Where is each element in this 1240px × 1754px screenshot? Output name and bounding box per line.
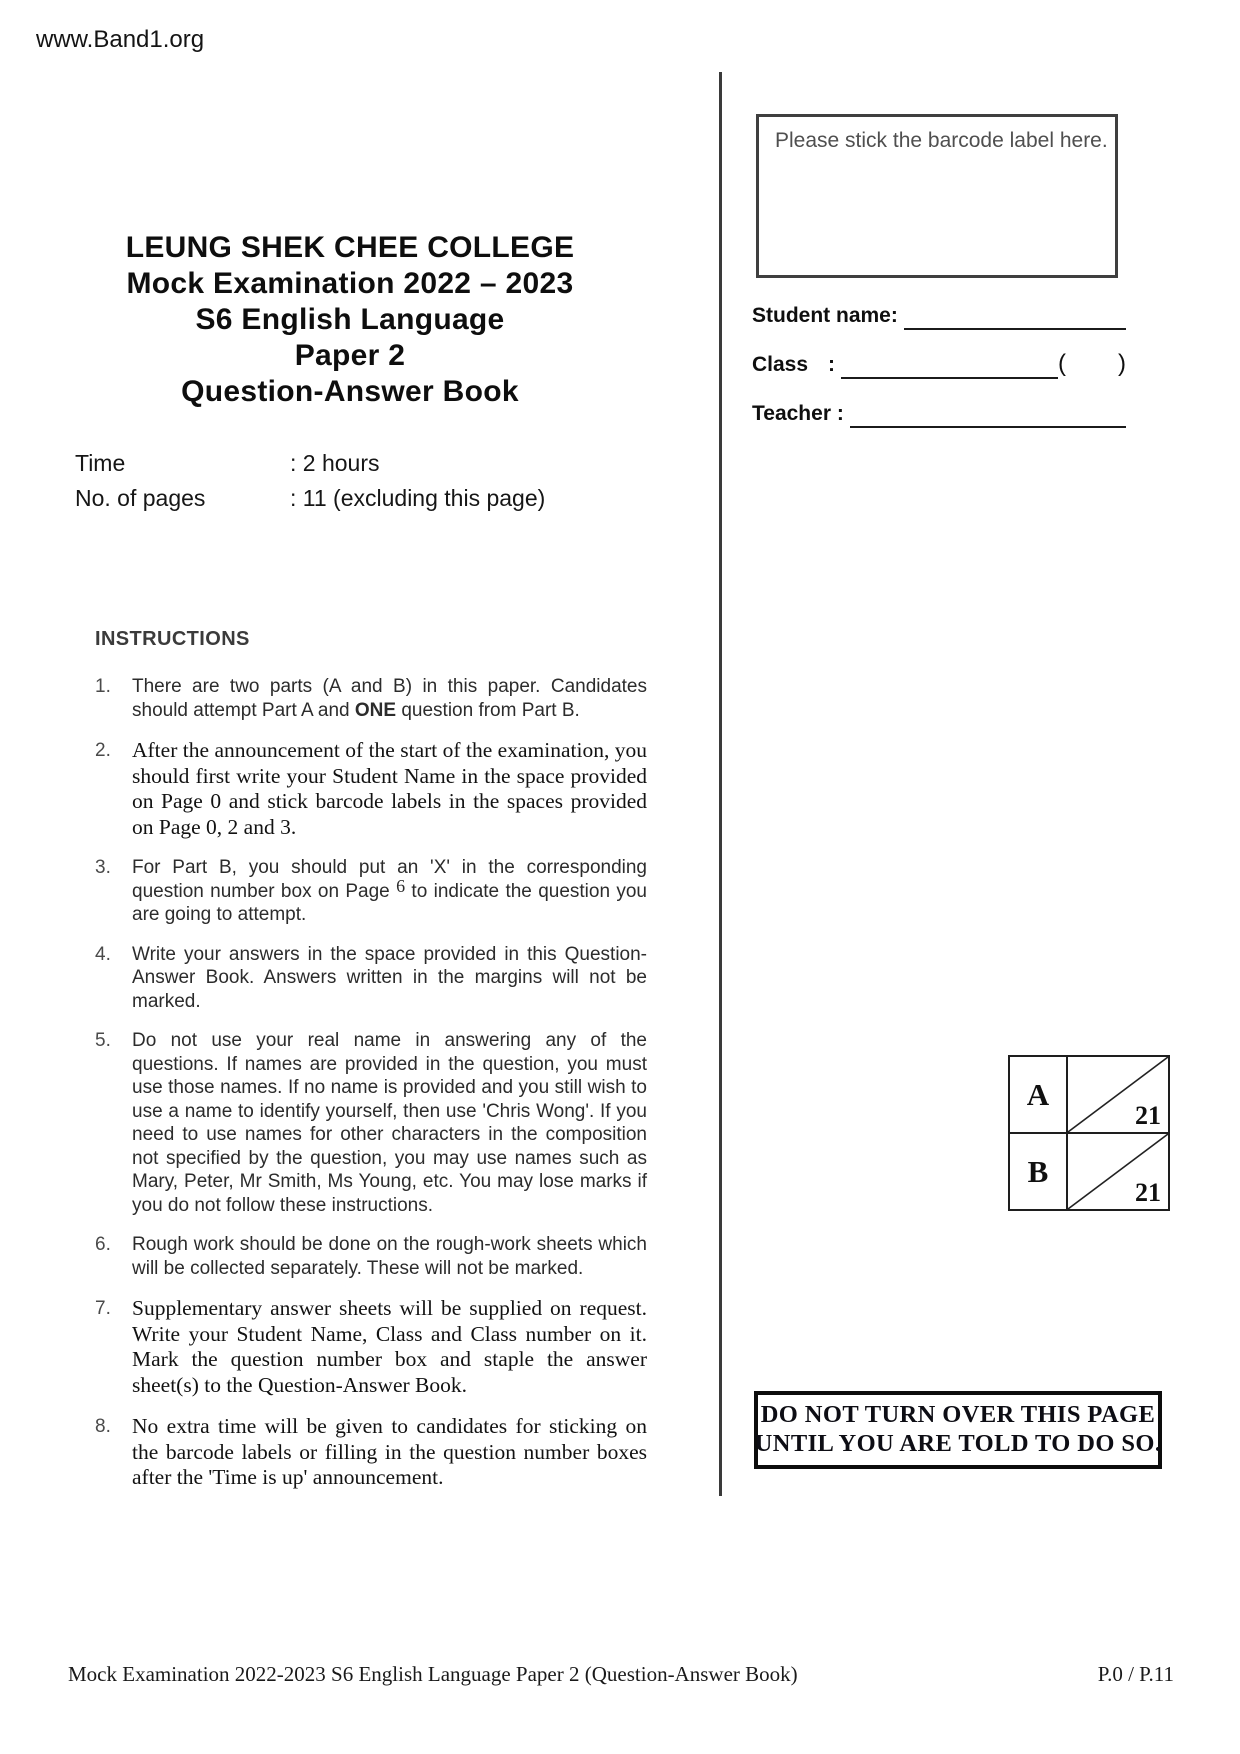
meta-value: : 11 (excluding this page) <box>290 485 546 511</box>
exam-title-line: Question-Answer Book <box>181 375 519 408</box>
instruction-number: 8. <box>95 1416 111 1437</box>
teacher-field <box>752 396 1126 428</box>
class-field <box>752 347 1126 379</box>
teacher-blank-line <box>850 398 1126 428</box>
marks-score-cell <box>1068 1134 1168 1209</box>
class-blank-line <box>841 349 1058 379</box>
warning-line: DO NOT TURN OVER THIS PAGE <box>760 1401 1156 1428</box>
instruction-item <box>95 943 647 1014</box>
instruction-number: 6. <box>95 1234 111 1255</box>
instruction-text: There are two parts (A and B) in this paper. Candidates should attempt Part A and ONE question from Part B. <box>132 676 647 721</box>
student-info-fields <box>752 298 1126 445</box>
meta-row <box>75 485 635 512</box>
instruction-item <box>95 1414 647 1491</box>
marks-part-label: A <box>1010 1057 1068 1132</box>
instruction-item <box>95 675 647 722</box>
column-divider <box>719 72 722 1496</box>
instruction-text: After the announcement of the start of the examination, you should first write your Student Name in the space provided on Page 0 and stick barcode labels in the spaces provided on Page 0, 2 and 3. <box>132 738 647 839</box>
instruction-number: 2. <box>95 740 111 761</box>
exam-meta <box>75 450 635 520</box>
meta-row <box>75 450 635 477</box>
marks-table-row <box>1010 1057 1168 1134</box>
instruction-text: Supplementary answer sheets will be supplied on request. Write your Student Name, Class and Class number on it. Mark the question number box and staple the answer sheet(s) to the Question-Answer Book. <box>132 1296 647 1397</box>
meta-label: Time <box>75 450 126 476</box>
instructions-section <box>95 628 647 1507</box>
teacher-label: Teacher : <box>752 402 844 425</box>
website-watermark: www.Band1.org <box>36 26 205 53</box>
instruction-number: 1. <box>95 676 111 697</box>
class-number-paren-close: ) <box>1118 350 1126 377</box>
marks-score-cell <box>1068 1057 1168 1132</box>
exam-title-line: Paper 2 <box>294 339 406 372</box>
marks-part-label: B <box>1010 1134 1068 1209</box>
instruction-number: 3. <box>95 857 111 878</box>
exam-title-block <box>90 230 610 410</box>
exam-title-line: LEUNG SHEK CHEE COLLEGE <box>125 231 575 264</box>
instruction-number: 7. <box>95 1298 111 1319</box>
instruction-item <box>95 1296 647 1398</box>
footer-document-title: Mock Examination 2022-2023 S6 English Language Paper 2 (Question-Answer Book) <box>68 1662 798 1686</box>
barcode-box <box>756 114 1118 278</box>
instruction-number: 4. <box>95 943 111 965</box>
marks-table-row <box>1010 1134 1168 1209</box>
student-name-blank-line <box>904 300 1126 330</box>
instruction-text: Rough work should be done on the rough-work sheets which will be collected separately. These will not be marked. <box>132 1234 647 1279</box>
page-footer <box>68 1662 1174 1687</box>
exam-title-line: Mock Examination 2022 – 2023 <box>126 267 574 300</box>
instructions-list <box>95 675 647 1491</box>
student-name-label: Student name: <box>752 304 898 327</box>
instruction-item <box>95 856 647 927</box>
class-colon: : <box>828 353 836 376</box>
meta-label: No. of pages <box>75 485 206 511</box>
instruction-text: No extra time will be given to candidates for sticking on the barcode labels or filling in the question number boxes after the 'Time is up' announcement. <box>132 1414 647 1489</box>
instruction-text: Write your answers in the space provided in this Question-Answer Book. Answers written in the margins will not be marked. <box>132 943 647 1012</box>
student-name-field <box>752 298 1126 330</box>
class-number-paren-open: ( <box>1058 350 1066 377</box>
instruction-text: For Part B, you should put an 'X' in the corresponding question number box on Page 6 to indicate the question you are going to attempt. <box>132 857 648 925</box>
instruction-text: Do not use your real name in answering any of the questions. If names are provided in the question, you must use those names. If no name is provided and you still wish to use a name to identify yourself, then use 'Chris Wong'. If you need to use names for other characters in the composition not specified by the question, you may use names such as Mary, Peter, Mr Smith, Ms Young, etc. You may lose marks if you do not follow these instructions. <box>132 1030 647 1216</box>
instructions-heading: INSTRUCTIONS <box>95 628 250 650</box>
marks-max-value: 21 <box>1135 1101 1161 1130</box>
meta-value: : 2 hours <box>290 450 380 476</box>
marks-max-value: 21 <box>1135 1178 1161 1207</box>
barcode-instruction: Please stick the barcode label here. <box>775 129 1108 152</box>
instruction-item <box>95 738 647 840</box>
instruction-number: 5. <box>95 1030 111 1051</box>
marks-table <box>1008 1055 1170 1211</box>
warning-line: UNTIL YOU ARE TOLD TO DO SO. <box>754 1430 1162 1457</box>
instruction-item <box>95 1233 647 1280</box>
do-not-turn-over-box <box>754 1391 1162 1469</box>
class-label: Class <box>752 353 809 376</box>
exam-title-line: S6 English Language <box>195 303 505 336</box>
footer-page-number: P.0 / P.11 <box>1097 1662 1174 1686</box>
instruction-item <box>95 1029 647 1217</box>
